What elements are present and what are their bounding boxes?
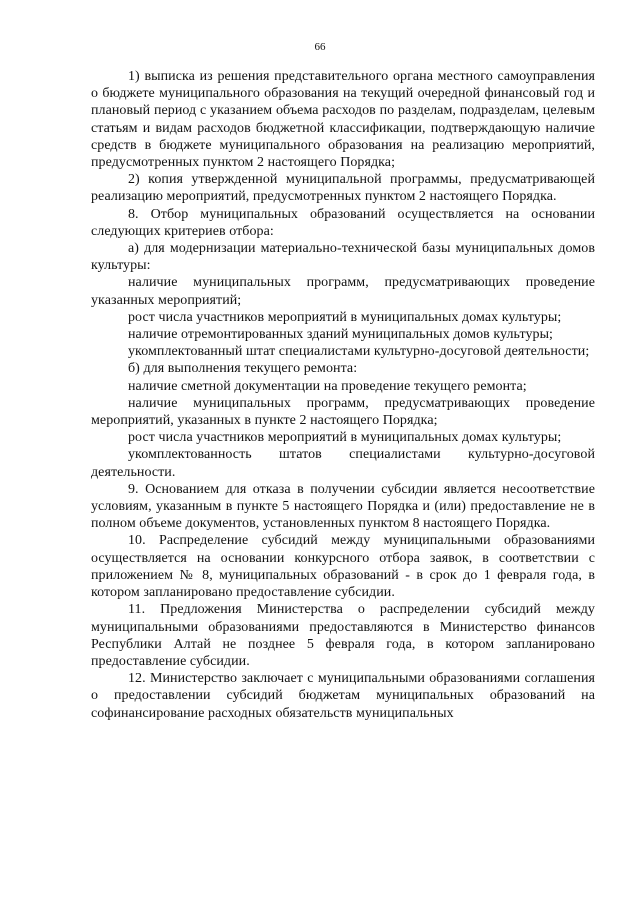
paragraph-criterion-estimate-docs: наличие сметной документации на проведение текущего ремонта; <box>128 378 527 394</box>
paragraph-ministry-proposals: 11. Предложения Министерства о распределении субсидий между муниципальными образованиями предоставляются в Министерство финансов Республики Алтай не позднее 5 февраля года, в котором запланировано предоставление субсидии. <box>91 602 595 669</box>
paragraph-agreements: 12. Министерство заключает с муниципальными образованиями соглашения о предоставлении субсидий бюджетам муниципальных образований на софинансирование расходных обязательств муниципальных <box>91 671 595 721</box>
paragraph-extract-budget-decision: 1) выписка из решения представительного органа местного самоуправления о бюджете муниципального образования на текущий очередной финансовый год и плановый период с указанием объема расходов по разделам, подразделам, целевым статьям и видам расходов бюджетной классификации, подтверждающую наличие средств в бюджете муниципального образования на реализацию мероприятий, предусмотренных пунктом 2 настоящего Порядка; <box>91 69 595 171</box>
paragraph-criterion-participants-growth-repair: рост числа участников мероприятий в муниципальных домах культуры; <box>128 430 562 446</box>
paragraph-criterion-staffing: укомплектованность штатов специалистами культурно-досуговой деятельности. <box>91 447 595 480</box>
paragraph-copy-municipal-program: 2) копия утвержденной муниципальной программы, предусматривающей реализацию мероприятий, предусмотренных пунктом 2 настоящего Порядка. <box>91 172 595 205</box>
paragraph-criterion-programs: наличие муниципальных программ, предусматривающих проведение указанных мероприятий; <box>91 275 595 308</box>
paragraph-criteria-current-repair: б) для выполнения текущего ремонта: <box>128 361 358 377</box>
paragraph-criterion-staff: укомплектованный штат специалистами культурно-досуговой деятельности; <box>128 344 590 360</box>
paragraph-criterion-programs-repair: наличие муниципальных программ, предусматривающих проведение мероприятий, указанных в пункте 2 настоящего Порядка; <box>91 395 595 429</box>
paragraph-criteria-modernization: а) для модернизации материально-технической базы муниципальных домов культуры: <box>91 241 595 274</box>
page-number: 66 <box>314 41 326 53</box>
paragraph-refusal-grounds: 9. Основанием для отказа в получении субсидии является несоответствие условиям, указанным в пункте 5 настоящего Порядка и (или) предоставление не в полном объеме документов, установленных пунктом 8 настоящего Порядка. <box>91 481 595 532</box>
document-body <box>91 68 595 722</box>
paragraph-selection-criteria: 8. Отбор муниципальных образований осуществляется на основании следующих критериев отбора: <box>91 206 595 239</box>
paragraph-subsidy-distribution: 10. Распределение субсидий между муниципальными образованиями осуществляется на основании конкурсного отбора заявок, в соответствии с приложением № 8, муниципальных образований - в срок до 1 февраля года, в котором запланировано предоставление субсидии. <box>91 533 595 601</box>
paragraph-criterion-participants-growth: рост числа участников мероприятий в муниципальных домах культуры; <box>128 309 562 325</box>
paragraph-criterion-repaired-buildings: наличие отремонтированных зданий муниципальных домов культуры; <box>128 327 553 343</box>
